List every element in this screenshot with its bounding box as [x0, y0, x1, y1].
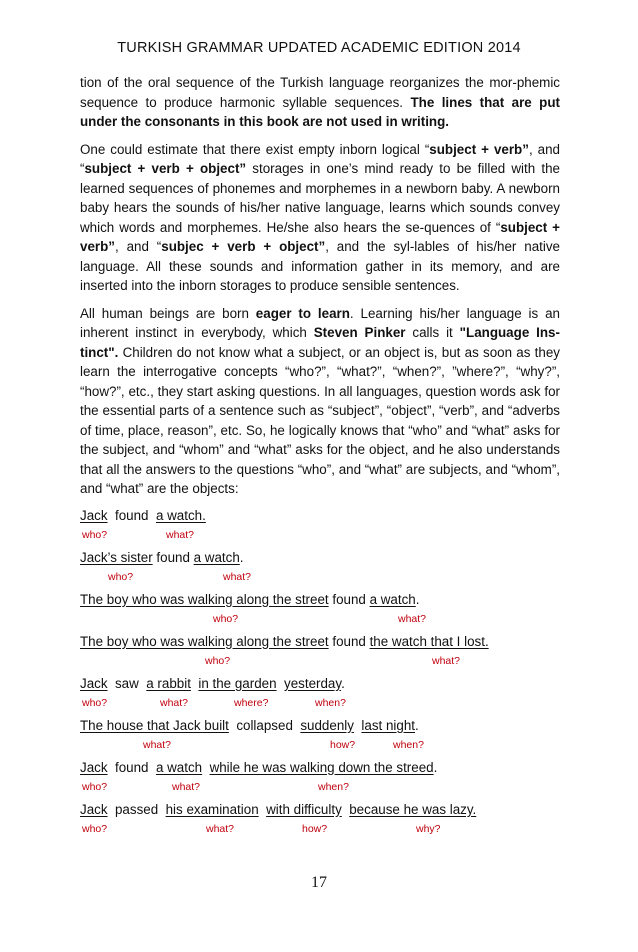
sentence-text: .	[415, 717, 419, 733]
question-tag: who?	[82, 528, 108, 541]
question-tags	[80, 819, 560, 835]
sentence-text: passed	[107, 801, 166, 817]
underlined-phrase: The boy who was walking along the street	[80, 633, 329, 649]
question-tag: what?	[160, 696, 189, 709]
paragraph	[80, 304, 560, 499]
question-tag: how?	[302, 822, 328, 835]
underlined-phrase: a watch	[155, 759, 203, 775]
underlined-phrase: a watch.	[155, 507, 206, 523]
question-tag: who?	[108, 570, 134, 583]
sentence-text: saw	[107, 675, 147, 691]
question-tag: who?	[82, 696, 108, 709]
underlined-phrase: Jack	[80, 675, 108, 691]
sentence-text	[259, 802, 266, 817]
body-text: calls it	[405, 325, 460, 340]
underlined-phrase: in the garden	[198, 675, 277, 691]
paragraph	[80, 140, 560, 296]
underlined-phrase: last night	[361, 717, 416, 733]
question-tags	[80, 651, 560, 667]
sentence-line	[80, 549, 560, 567]
bold-text: eager to learn	[255, 305, 350, 321]
question-tags	[80, 567, 560, 583]
sentence-text: .	[341, 675, 345, 691]
sentence-text: .	[415, 591, 420, 607]
sentence-text: .	[239, 549, 244, 565]
sentence-line	[80, 717, 560, 735]
question-tags	[80, 735, 560, 751]
question-tag: what?	[143, 738, 172, 751]
question-tags	[80, 777, 560, 793]
sentence-text: found	[107, 759, 156, 775]
underlined-phrase: yesterday	[284, 675, 342, 691]
sentence-line	[80, 675, 560, 693]
underlined-phrase: Jack	[80, 507, 108, 523]
example-sentence	[80, 801, 560, 835]
question-tag: who?	[205, 654, 231, 667]
sentence-text: found	[107, 507, 156, 523]
example-sentence	[80, 591, 560, 625]
bold-text: subject + verb”	[80, 219, 560, 254]
example-sentence	[80, 675, 560, 709]
underlined-phrase: the watch that I lost.	[369, 633, 489, 649]
underlined-phrase: a watch	[193, 549, 240, 565]
example-sentence	[80, 633, 560, 667]
sentence-text: .	[433, 759, 438, 775]
sentence-text: found	[152, 549, 194, 565]
underlined-phrase: while he was walking down the streed	[209, 759, 434, 775]
bold-text: subjec + verb + object”	[161, 239, 326, 254]
underlined-phrase: his examination	[165, 801, 259, 817]
page-body	[80, 73, 560, 843]
bold-text: subject + verb + object”	[84, 161, 247, 176]
example-sentences	[80, 507, 560, 835]
question-tag: why?	[416, 822, 441, 835]
question-tag: what?	[432, 654, 461, 667]
question-tag: what?	[206, 822, 235, 835]
question-tag: when?	[315, 696, 346, 709]
question-tag: who?	[82, 780, 108, 793]
bold-text: The lines that are put under the consonants in this book are not used in writing.	[80, 94, 560, 129]
bold-text: "Language Ins-tinct".	[80, 325, 560, 360]
underlined-phrase: Jack’s sister	[80, 549, 153, 565]
body-text: Children do not know what a subject, or an object is, but as soon as they learn the interrogative concepts “who?”, “what?”, “when?”, ”where?”, “why?”, “how?”, etc., they start asking questions. In all languages, question words ask for the essential parts of a sentence such as “subject”, “object”, “verb”, and “adverbs of time, place, reason”, etc. So, he logically knows that “who” and “what” asks for the subject, and “whom” and “what” asks for the object, and he also understands that all the answers to the questions “who”, and “what” are subjects, and “whom”, and “what” are the objects:	[80, 344, 560, 496]
running-header: TURKISH GRAMMAR UPDATED ACADEMIC EDITION 2014	[117, 40, 521, 56]
sentence-text: found	[328, 633, 370, 649]
sentence-line	[80, 633, 560, 651]
page-number: 17	[311, 874, 327, 891]
body-text: , and “	[80, 141, 560, 176]
sentence-line	[80, 591, 560, 609]
question-tags	[80, 525, 560, 541]
sentence-text	[277, 676, 284, 691]
underlined-phrase: The boy who was walking along the street	[80, 591, 329, 607]
body-text: , and the syl-lables of his/her native language. All these sounds and information gather in its memory, and are inserted into the inborn storages to produce sensible sentences.	[80, 239, 560, 293]
example-sentence	[80, 549, 560, 583]
paragraphs	[80, 73, 560, 499]
body-text: storages in one’s mind ready to be filled with the learned sequences of phonemes and morphemes in a newborn baby. A newborn baby hears the sounds of his/her native language, learns which sounds convey which words and morphemes. He/she also hears the se-quences of “	[80, 161, 560, 235]
underlined-phrase: Jack	[80, 759, 108, 775]
question-tag: what?	[398, 612, 427, 625]
body-text: tion of the oral sequence of the Turkish language reorganizes the mor-phemic sequence to produce harmonic syllable sequences.	[80, 75, 560, 110]
example-sentence	[80, 507, 560, 541]
body-text: , and “	[114, 239, 162, 254]
sentence-text: found	[328, 591, 370, 607]
question-tag: where?	[234, 696, 269, 709]
body-text: All human beings are born	[80, 305, 256, 321]
question-tag: when?	[393, 738, 424, 751]
body-text: One could estimate that there exist empty inborn logical “	[80, 141, 430, 157]
question-tags	[80, 609, 560, 625]
sentence-line	[80, 507, 560, 525]
paragraph	[80, 73, 560, 132]
sentence-line	[80, 801, 560, 819]
underlined-phrase: Jack	[80, 801, 108, 817]
question-tag: what?	[166, 528, 195, 541]
body-text: . Learning his/her language is an inherent instinct in everybody, which	[80, 305, 560, 340]
question-tag: how?	[330, 738, 356, 751]
underlined-phrase: suddenly	[300, 717, 354, 733]
underlined-phrase: The house that Jack built	[80, 717, 229, 733]
underlined-phrase: a watch	[369, 591, 416, 607]
question-tag: who?	[82, 822, 108, 835]
question-tag: what?	[172, 780, 201, 793]
sentence-line	[80, 759, 560, 777]
example-sentence	[80, 759, 560, 793]
sentence-text: collapsed	[228, 717, 301, 733]
question-tag: when?	[318, 780, 349, 793]
underlined-phrase: because he was lazy.	[349, 801, 477, 817]
example-sentence	[80, 717, 560, 751]
question-tag: who?	[213, 612, 239, 625]
sentence-text	[202, 760, 209, 775]
question-tag: what?	[223, 570, 252, 583]
bold-text: subject + verb”	[429, 141, 529, 157]
underlined-phrase: with difficulty	[266, 801, 342, 817]
underlined-phrase: a rabbit	[146, 675, 191, 691]
question-tags	[80, 693, 560, 709]
bold-text: Steven Pinker	[313, 325, 406, 340]
